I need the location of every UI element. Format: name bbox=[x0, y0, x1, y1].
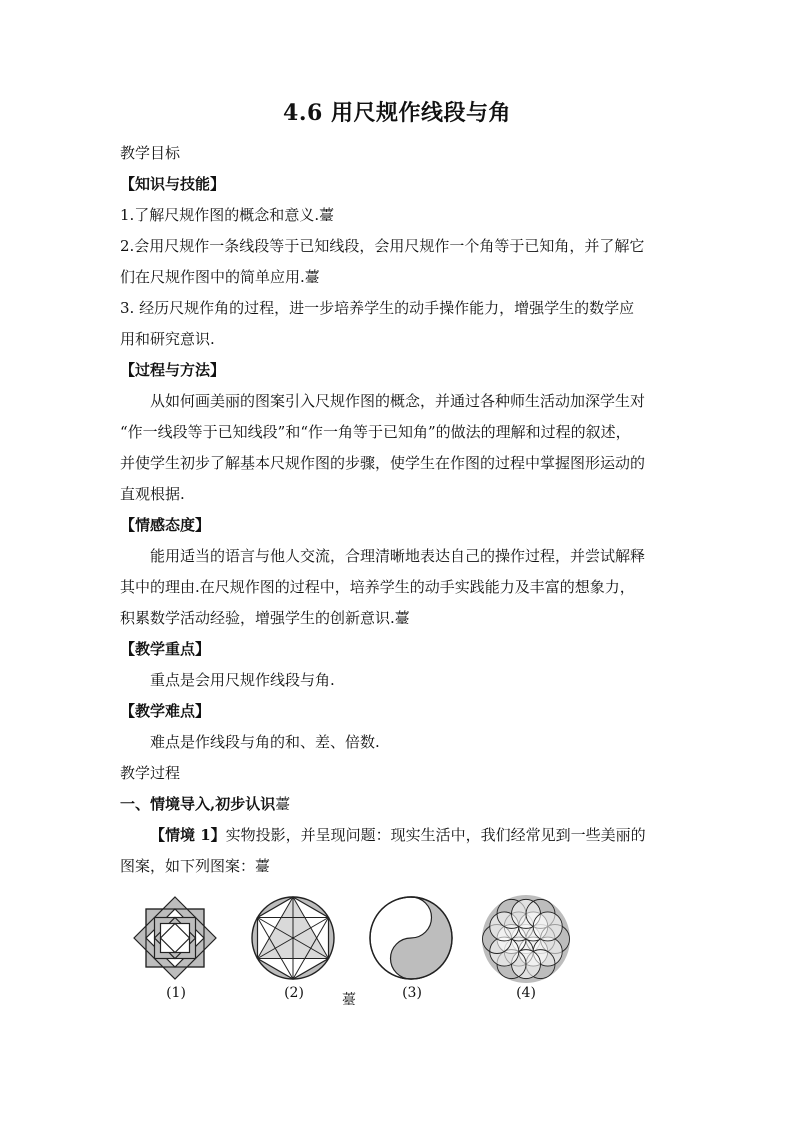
knowledge-item-3-line-2: 用和研究意识. bbox=[120, 330, 215, 348]
process-heading: 【过程与方法】 bbox=[120, 361, 226, 379]
figure-label-4: (4) bbox=[516, 985, 536, 1001]
attitude-paragraph-line-1: 能用适当的语言与他人交流，合理清晰地表达自己的操作过程，并尝试解释 bbox=[150, 547, 646, 565]
section-1-title: 一、情境导入,初步认识 bbox=[120, 795, 276, 813]
process-paragraph-line-2: “作一线段等于已知线段”和“作一角等于已知角”的做法的理解和过程的叙述， bbox=[120, 423, 631, 441]
nested-squares-icon bbox=[130, 893, 220, 983]
difficult-point-text: 难点是作线段与角的和、差、倍数. bbox=[150, 733, 380, 751]
knowledge-item-1 bbox=[120, 205, 676, 225]
teaching-process-heading: 教学过程 bbox=[120, 764, 181, 782]
figure-label-2: (2) bbox=[284, 985, 304, 1001]
scenario-1-line-1 bbox=[150, 825, 676, 845]
knowledge-item-2-line-2 bbox=[120, 267, 676, 287]
process-paragraph-line-3: 并使学生初步了解基本尺规作图的步骤，使学生在作图的过程中掌握图形运动的 bbox=[120, 454, 646, 472]
stray-mark: 薹 bbox=[275, 795, 291, 813]
figure-nested-squares bbox=[130, 893, 220, 983]
knowledge-item-3-line-1: 3. 经历尺规作角的过程，进一步培养学生的动手操作能力，增强学生的数学应 bbox=[120, 299, 635, 317]
stray-mark: 薹 bbox=[394, 609, 410, 627]
process-paragraph-line-1: 从如何画美丽的图案引入尺规作图的概念，并通过各种师生活动加深学生对 bbox=[150, 392, 646, 410]
section-1-heading bbox=[120, 794, 676, 814]
attitude-paragraph-line-3 bbox=[120, 608, 676, 628]
page-title: 4.6 用尺规作线段与角 bbox=[283, 100, 511, 126]
scenario-1-line-2 bbox=[120, 856, 676, 876]
attitude-text: 积累数学活动经验，增强学生的创新意识. bbox=[120, 609, 395, 627]
scenario-1-text: 实物投影，并呈现问题：现实生活中，我们经常见到一些美丽的 bbox=[225, 826, 646, 844]
hexagon-circle-icon bbox=[248, 893, 338, 983]
stray-mark: 薹 bbox=[255, 857, 271, 875]
pattern-figures bbox=[130, 893, 570, 1008]
knowledge-heading: 【知识与技能】 bbox=[120, 175, 226, 193]
attitude-paragraph-line-2: 其中的理由.在尺规作图的过程中，培养学生的动手实践能力及丰富的想象力， bbox=[120, 578, 635, 596]
stray-mark: 薹 bbox=[304, 268, 320, 286]
stray-mark: 薹 bbox=[319, 206, 335, 224]
key-point-text: 重点是会用尺规作线段与角. bbox=[150, 671, 335, 689]
stray-mark: 薹 bbox=[342, 992, 356, 1008]
flower-of-life-icon bbox=[480, 893, 572, 985]
knowledge-item-2-text: 们在尺规作图中的简单应用. bbox=[120, 268, 305, 286]
key-point-heading: 【教学重点】 bbox=[120, 640, 211, 658]
scenario-1-text-2: 图案，如下列图案： bbox=[120, 857, 256, 875]
attitude-heading: 【情感态度】 bbox=[120, 516, 211, 534]
difficult-point-heading: 【教学难点】 bbox=[120, 702, 211, 720]
flower-circle bbox=[533, 912, 562, 941]
process-paragraph-line-4: 直观根据. bbox=[120, 485, 185, 503]
objectives-heading: 教学目标 bbox=[120, 144, 181, 162]
knowledge-item-1-text: 1.了解尺规作图的概念和意义. bbox=[120, 206, 320, 224]
figure-flower-of-life bbox=[480, 893, 572, 985]
figure-label-1: (1) bbox=[166, 985, 186, 1001]
figure-yin-yang bbox=[366, 893, 456, 983]
knowledge-item-2-line-1: 2.会用尺规作一条线段等于已知线段，会用尺规作一个角等于已知角，并了解它 bbox=[120, 237, 645, 255]
yin-yang-icon bbox=[366, 893, 456, 983]
figure-label-3: (3) bbox=[402, 985, 422, 1001]
scenario-1-tag: 【情境 1】 bbox=[150, 826, 226, 844]
figure-hexagon-in-circle bbox=[248, 893, 338, 983]
